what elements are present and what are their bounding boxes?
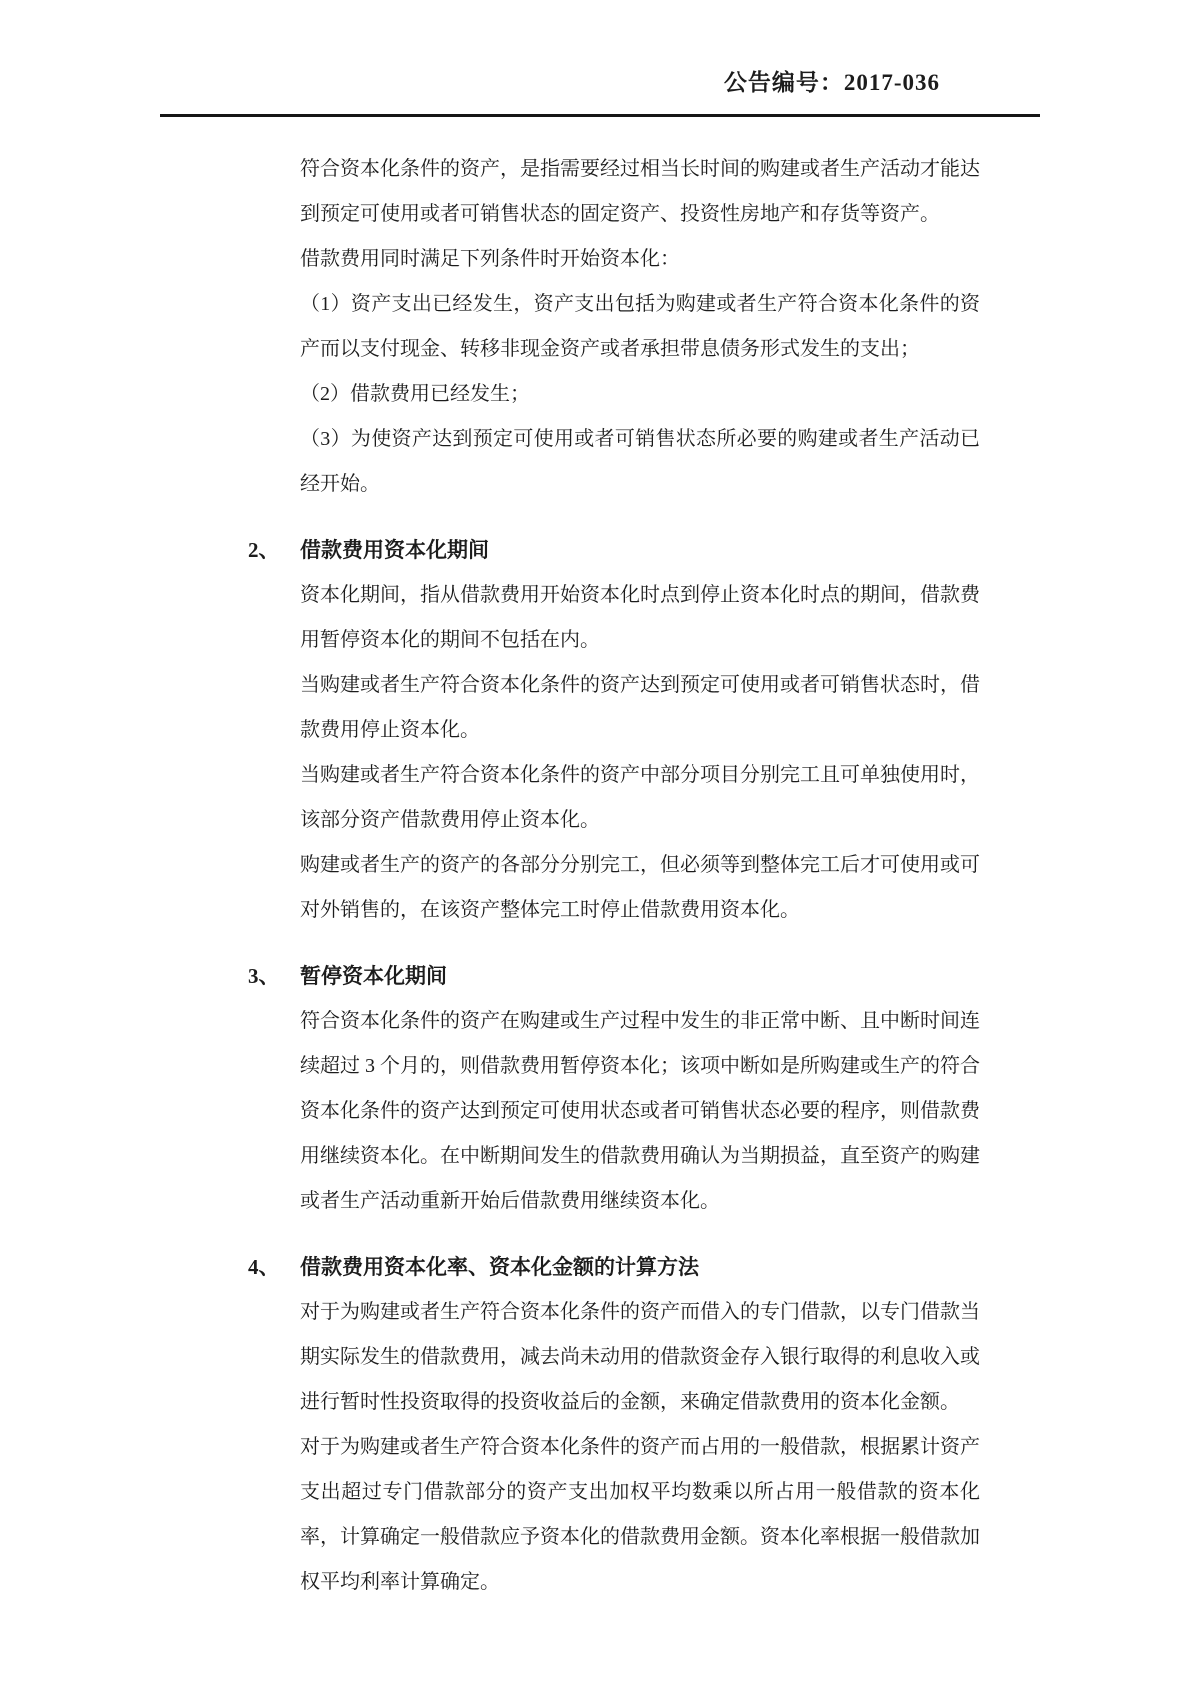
section-title: 借款费用资本化期间 — [300, 538, 489, 562]
section-paragraph: 当购建或者生产符合资本化条件的资产中部分项目分别完工且可单独使用时，该部分资产借款费用停止资本化。 — [300, 764, 980, 831]
intro-paragraph: 借款费用同时满足下列条件时开始资本化： — [300, 248, 680, 270]
section-title: 借款费用资本化率、资本化金额的计算方法 — [300, 1255, 699, 1279]
intro-paragraph: （3）为使资产达到预定可使用或者可销售状态所必要的购建或者生产活动已经开始。 — [300, 428, 980, 495]
section-paragraph: 购建或者生产的资产的各部分分别完工，但必须等到整体完工后才可使用或可对外销售的，在该资产整体完工时停止借款费用资本化。 — [300, 854, 980, 921]
section-paragraph: 当购建或者生产符合资本化条件的资产达到预定可使用或者可销售状态时，借款费用停止资本化。 — [300, 674, 980, 741]
section-paragraph: 对于为购建或者生产符合资本化条件的资产而借入的专门借款，以专门借款当期实际发生的借款费用，减去尚未动用的借款资金存入银行取得的利息收入或进行暂时性投资取得的投资收益后的金额，来确定借款费用的资本化金额。 — [300, 1301, 980, 1413]
section-heading-2 — [248, 528, 980, 573]
section-number: 3、 — [248, 964, 280, 988]
intro-paragraph: （1）资产支出已经发生，资产支出包括为购建或者生产符合资本化条件的资产而以支付现金、转移非现金资产或者承担带息债务形式发生的支出； — [300, 293, 980, 360]
document-content — [248, 147, 980, 1605]
section-title: 暂停资本化期间 — [300, 964, 447, 988]
doc-number: 公告编号：2017-036 — [723, 70, 940, 95]
intro-paragraph: 符合资本化条件的资产，是指需要经过相当长时间的购建或者生产活动才能达到预定可使用或者可销售状态的固定资产、投资性房地产和存货等资产。 — [300, 158, 980, 225]
section-paragraph: 对于为购建或者生产符合资本化条件的资产而占用的一般借款，根据累计资产支出超过专门借款部分的资产支出加权平均数乘以所占用一般借款的资本化率，计算确定一般借款应予资本化的借款费用金额。资本化率根据一般借款加权平均利率计算确定。 — [300, 1436, 980, 1593]
section-number: 2、 — [248, 538, 280, 562]
header-rule — [160, 114, 1040, 117]
section-paragraph: 符合资本化条件的资产在购建或生产过程中发生的非正常中断、且中断时间连续超过 3 个月的，则借款费用暂停资本化；该项中断如是所购建或生产的符合资本化条件的资产达到预定可使用状态或者可销售状态必要的程序，则借款费用继续资本化。在中断期间发生的借款费用确认为当期损益，直至资产的购建或者生产活动重新开始后借款费用继续资本化。 — [300, 1010, 980, 1212]
section-heading-3 — [248, 954, 980, 999]
intro-paragraph: （2）借款费用已经发生； — [300, 383, 530, 405]
section-paragraph: 资本化期间，指从借款费用开始资本化时点到停止资本化时点的期间，借款费用暂停资本化的期间不包括在内。 — [300, 584, 980, 651]
section-heading-4 — [248, 1245, 980, 1290]
section-number: 4、 — [248, 1255, 280, 1279]
